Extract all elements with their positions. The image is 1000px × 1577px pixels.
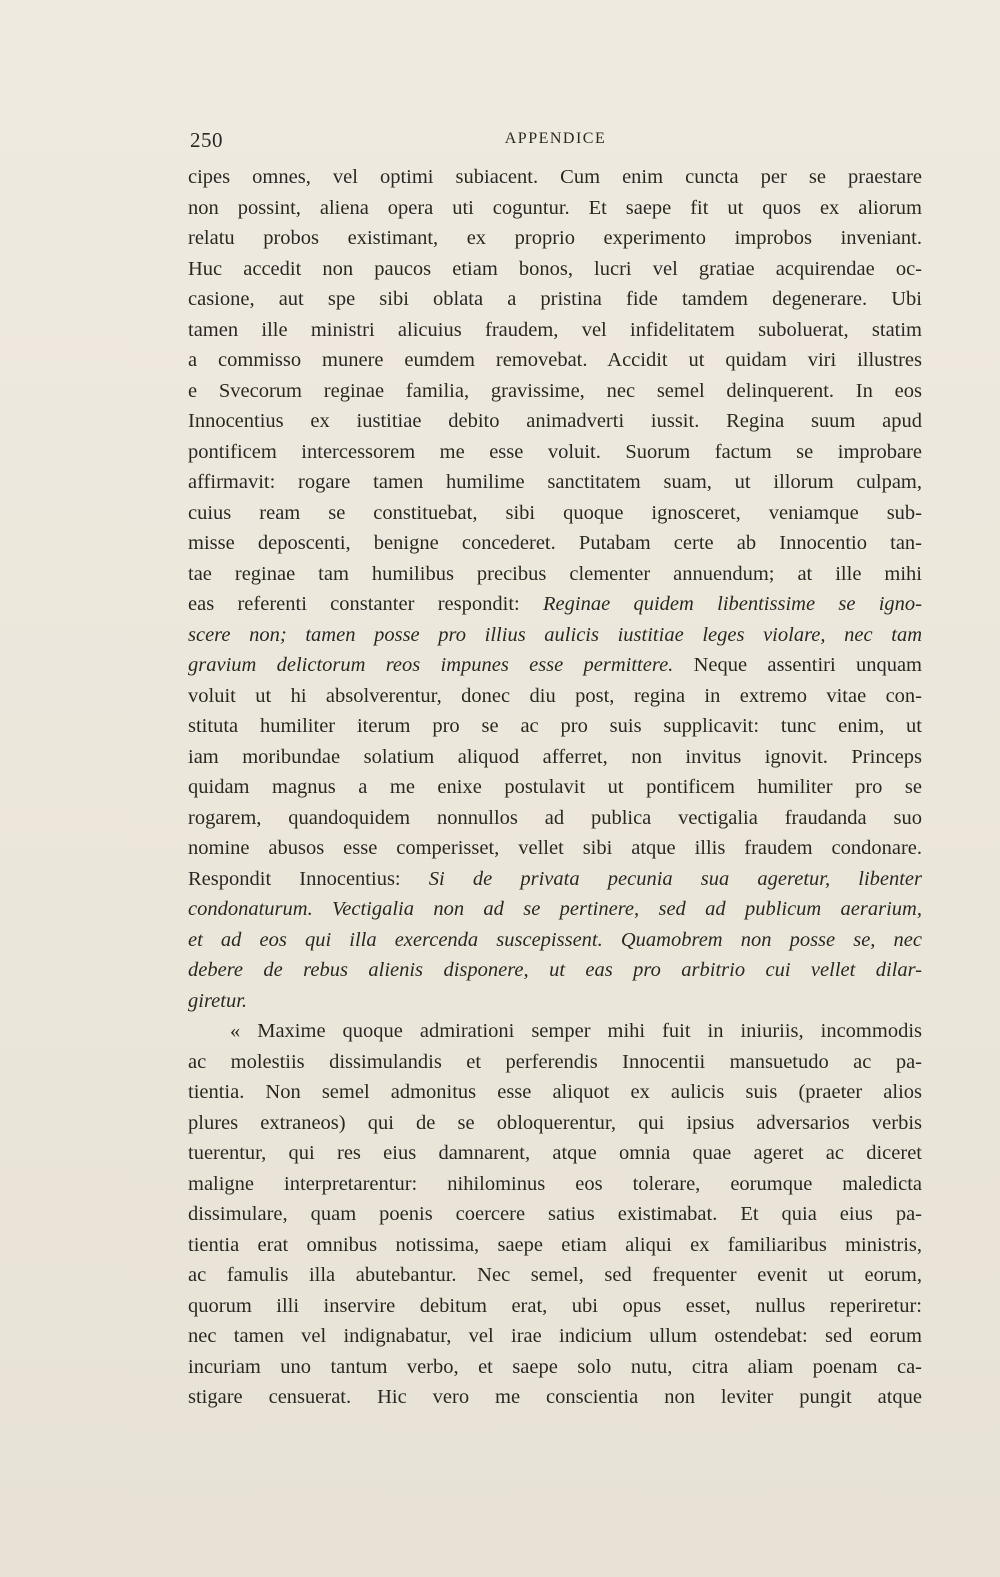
line-text: nomine abusos esse comperisset, vellet sibi atque illis fraudem condonare. [188, 837, 922, 859]
italic-quote-text: condonaturum. Vectigalia non ad se pertinere, sed ad publicum aerarium, [188, 898, 922, 920]
italic-quote-text: Si de privata pecunia sua ageretur, libenter [428, 867, 923, 890]
line-text: tuerentur, qui res eius damnarent, atque omnia quae ageret ac diceret [188, 1142, 922, 1164]
line-text: Neque assentiri unquam [693, 654, 922, 676]
line-text: iam moribundae solatium aliquod afferret, non invitus ignovit. Princeps [188, 745, 922, 768]
text-line [188, 559, 922, 590]
text-line [188, 284, 922, 315]
line-text: e Svecorum reginae familia, gravissime, nec semel delinquerent. In eos [188, 379, 922, 402]
text-line [188, 345, 922, 376]
page-number: 250 [190, 128, 223, 152]
line-text: Innocentius ex iustitiae debito animadverti iussit. Regina suum apud [188, 410, 922, 432]
text-line [188, 620, 922, 651]
text-line [188, 803, 922, 834]
text-line [188, 528, 922, 559]
text-line [188, 1077, 922, 1108]
line-text: relatu probos existimant, ex proprio experimento improbos inveniant. [188, 227, 922, 249]
line-text: dissimulare, quam poenis coercere satius existimabat. Et quia eius pa- [188, 1203, 922, 1225]
line-text: voluit ut hi absolverentur, donec diu post, regina in extremo vitae con- [188, 684, 922, 707]
line-text: Respondit Innocentius: [188, 867, 401, 890]
text-line [188, 498, 922, 529]
text-line [188, 315, 922, 346]
text-line [188, 1047, 922, 1078]
line-text: maligne interpretarentur: nihilominus eos tolerare, eorumque maledicta [188, 1172, 922, 1195]
line-text: stituta humiliter iterum pro se ac pro suis supplicavit: tunc enim, ut [188, 715, 922, 737]
text-line [188, 650, 922, 681]
line-text: ac molestiis dissimulandis et perferendis Innocentii mansuetudo ac pa- [188, 1050, 922, 1073]
italic-quote-text: gravium delictorum reos impunes esse permittere. [188, 654, 674, 676]
italic-quote-text: debere de rebus alienis disponere, ut eas pro arbitrio cui vellet dilar- [188, 959, 922, 981]
text-line [188, 1169, 922, 1200]
line-text: tamen ille ministri alicuius fraudem, vel infidelitatem suboluerat, statim [188, 318, 922, 341]
line-text: cuius ream se constituebat, sibi quoque ignosceret, veniamque sub- [188, 501, 922, 524]
italic-quote-text: giretur. [188, 989, 248, 1012]
line-text: tientia. Non semel admonitus esse aliquot ex aulicis suis (praeter alios [188, 1081, 922, 1103]
line-text: eas referenti constanter respondit: [188, 593, 520, 615]
line-text: Huc accedit non paucos etiam bonos, lucri vel gratiae acquirendae oc- [188, 257, 922, 280]
line-text: misse deposcenti, benigne concederet. Putabam certe ab Innocentio tan- [188, 532, 922, 554]
line-text: plures extraneos) qui de se obloquerentur, qui ipsius adversarios verbis [188, 1111, 922, 1134]
text-line [188, 1016, 922, 1047]
text-line [188, 772, 922, 803]
text-line [188, 467, 922, 498]
line-text: ac famulis illa abutebantur. Nec semel, sed frequenter evenit ut eorum, [188, 1264, 922, 1286]
running-head: APPENDICE [504, 130, 607, 147]
line-text: affirmavit: rogare tamen humilime sanctitatem suam, ut illorum culpam, [188, 471, 922, 493]
text-line [188, 406, 922, 437]
text-line [188, 1199, 922, 1230]
text-line [188, 711, 922, 742]
text-line [188, 1138, 922, 1169]
line-text: a commisso munere eumdem removebat. Accidit ut quidam viri illustres [188, 349, 922, 371]
text-line [188, 925, 922, 956]
text-line [188, 162, 922, 193]
text-line [188, 1291, 922, 1322]
line-text: quidam magnus a me enixe postulavit ut pontificem humiliter pro se [188, 776, 922, 798]
text-line [188, 864, 922, 895]
line-text: casione, aut spe sibi oblata a pristina fide tamdem degenerare. Ubi [188, 288, 922, 310]
text-line [188, 833, 922, 864]
text-line [188, 894, 922, 925]
line-text: tae reginae tam humilibus precibus clementer annuendum; at ille mihi [188, 562, 922, 585]
text-line [188, 193, 922, 224]
line-text: cipes omnes, vel optimi subiacent. Cum enim cuncta per se praestare [188, 166, 922, 188]
line-text: rogarem, quandoquidem nonnullos ad publica vectigalia fraudanda suo [188, 806, 922, 829]
text-line [188, 1352, 922, 1383]
line-text: stigare censuerat. Hic vero me conscientia non leviter pungit atque [188, 1386, 922, 1408]
line-text: non possint, aliena opera uti coguntur. Et saepe fit ut quos ex aliorum [188, 196, 922, 219]
text-line [188, 1321, 922, 1352]
text-line [188, 589, 922, 620]
page-header [190, 128, 921, 154]
text-line [188, 742, 922, 773]
text-line [188, 1230, 922, 1261]
italic-quote-text: Reginae quidem libentissime se igno- [543, 593, 922, 615]
line-text: pontificem intercessorem me esse voluit. Suorum factum se improbare [188, 440, 922, 463]
line-text: « Maxime quoque admirationi semper mihi fuit in iniuriis, incommodis [230, 1020, 922, 1042]
italic-quote-text: scere non; tamen posse pro illius aulicis iustitiae leges violare, nec tam [188, 623, 922, 646]
text-line [188, 254, 922, 285]
italic-quote-text: et ad eos qui illa exercenda suscepissent. Quamobrem non posse se, nec [188, 928, 922, 951]
text-line [188, 1108, 922, 1139]
text-line [188, 681, 922, 712]
text-line [188, 1382, 922, 1413]
text-line [188, 376, 922, 407]
text-line [188, 437, 922, 468]
line-text: tientia erat omnibus notissima, saepe etiam aliqui ex familiaribus ministris, [188, 1233, 922, 1256]
body-text [188, 162, 922, 1413]
text-line [188, 986, 922, 1017]
text-line [188, 955, 922, 986]
text-line [188, 1260, 922, 1291]
text-line [188, 223, 922, 254]
line-text: quorum illi inservire debitum erat, ubi opus esset, nullus reperiretur: [188, 1294, 922, 1317]
line-text: incuriam uno tantum verbo, et saepe solo nutu, citra aliam poenam ca- [188, 1355, 922, 1378]
line-text: nec tamen vel indignabatur, vel irae indicium ullum ostendebat: sed eorum [188, 1325, 922, 1347]
